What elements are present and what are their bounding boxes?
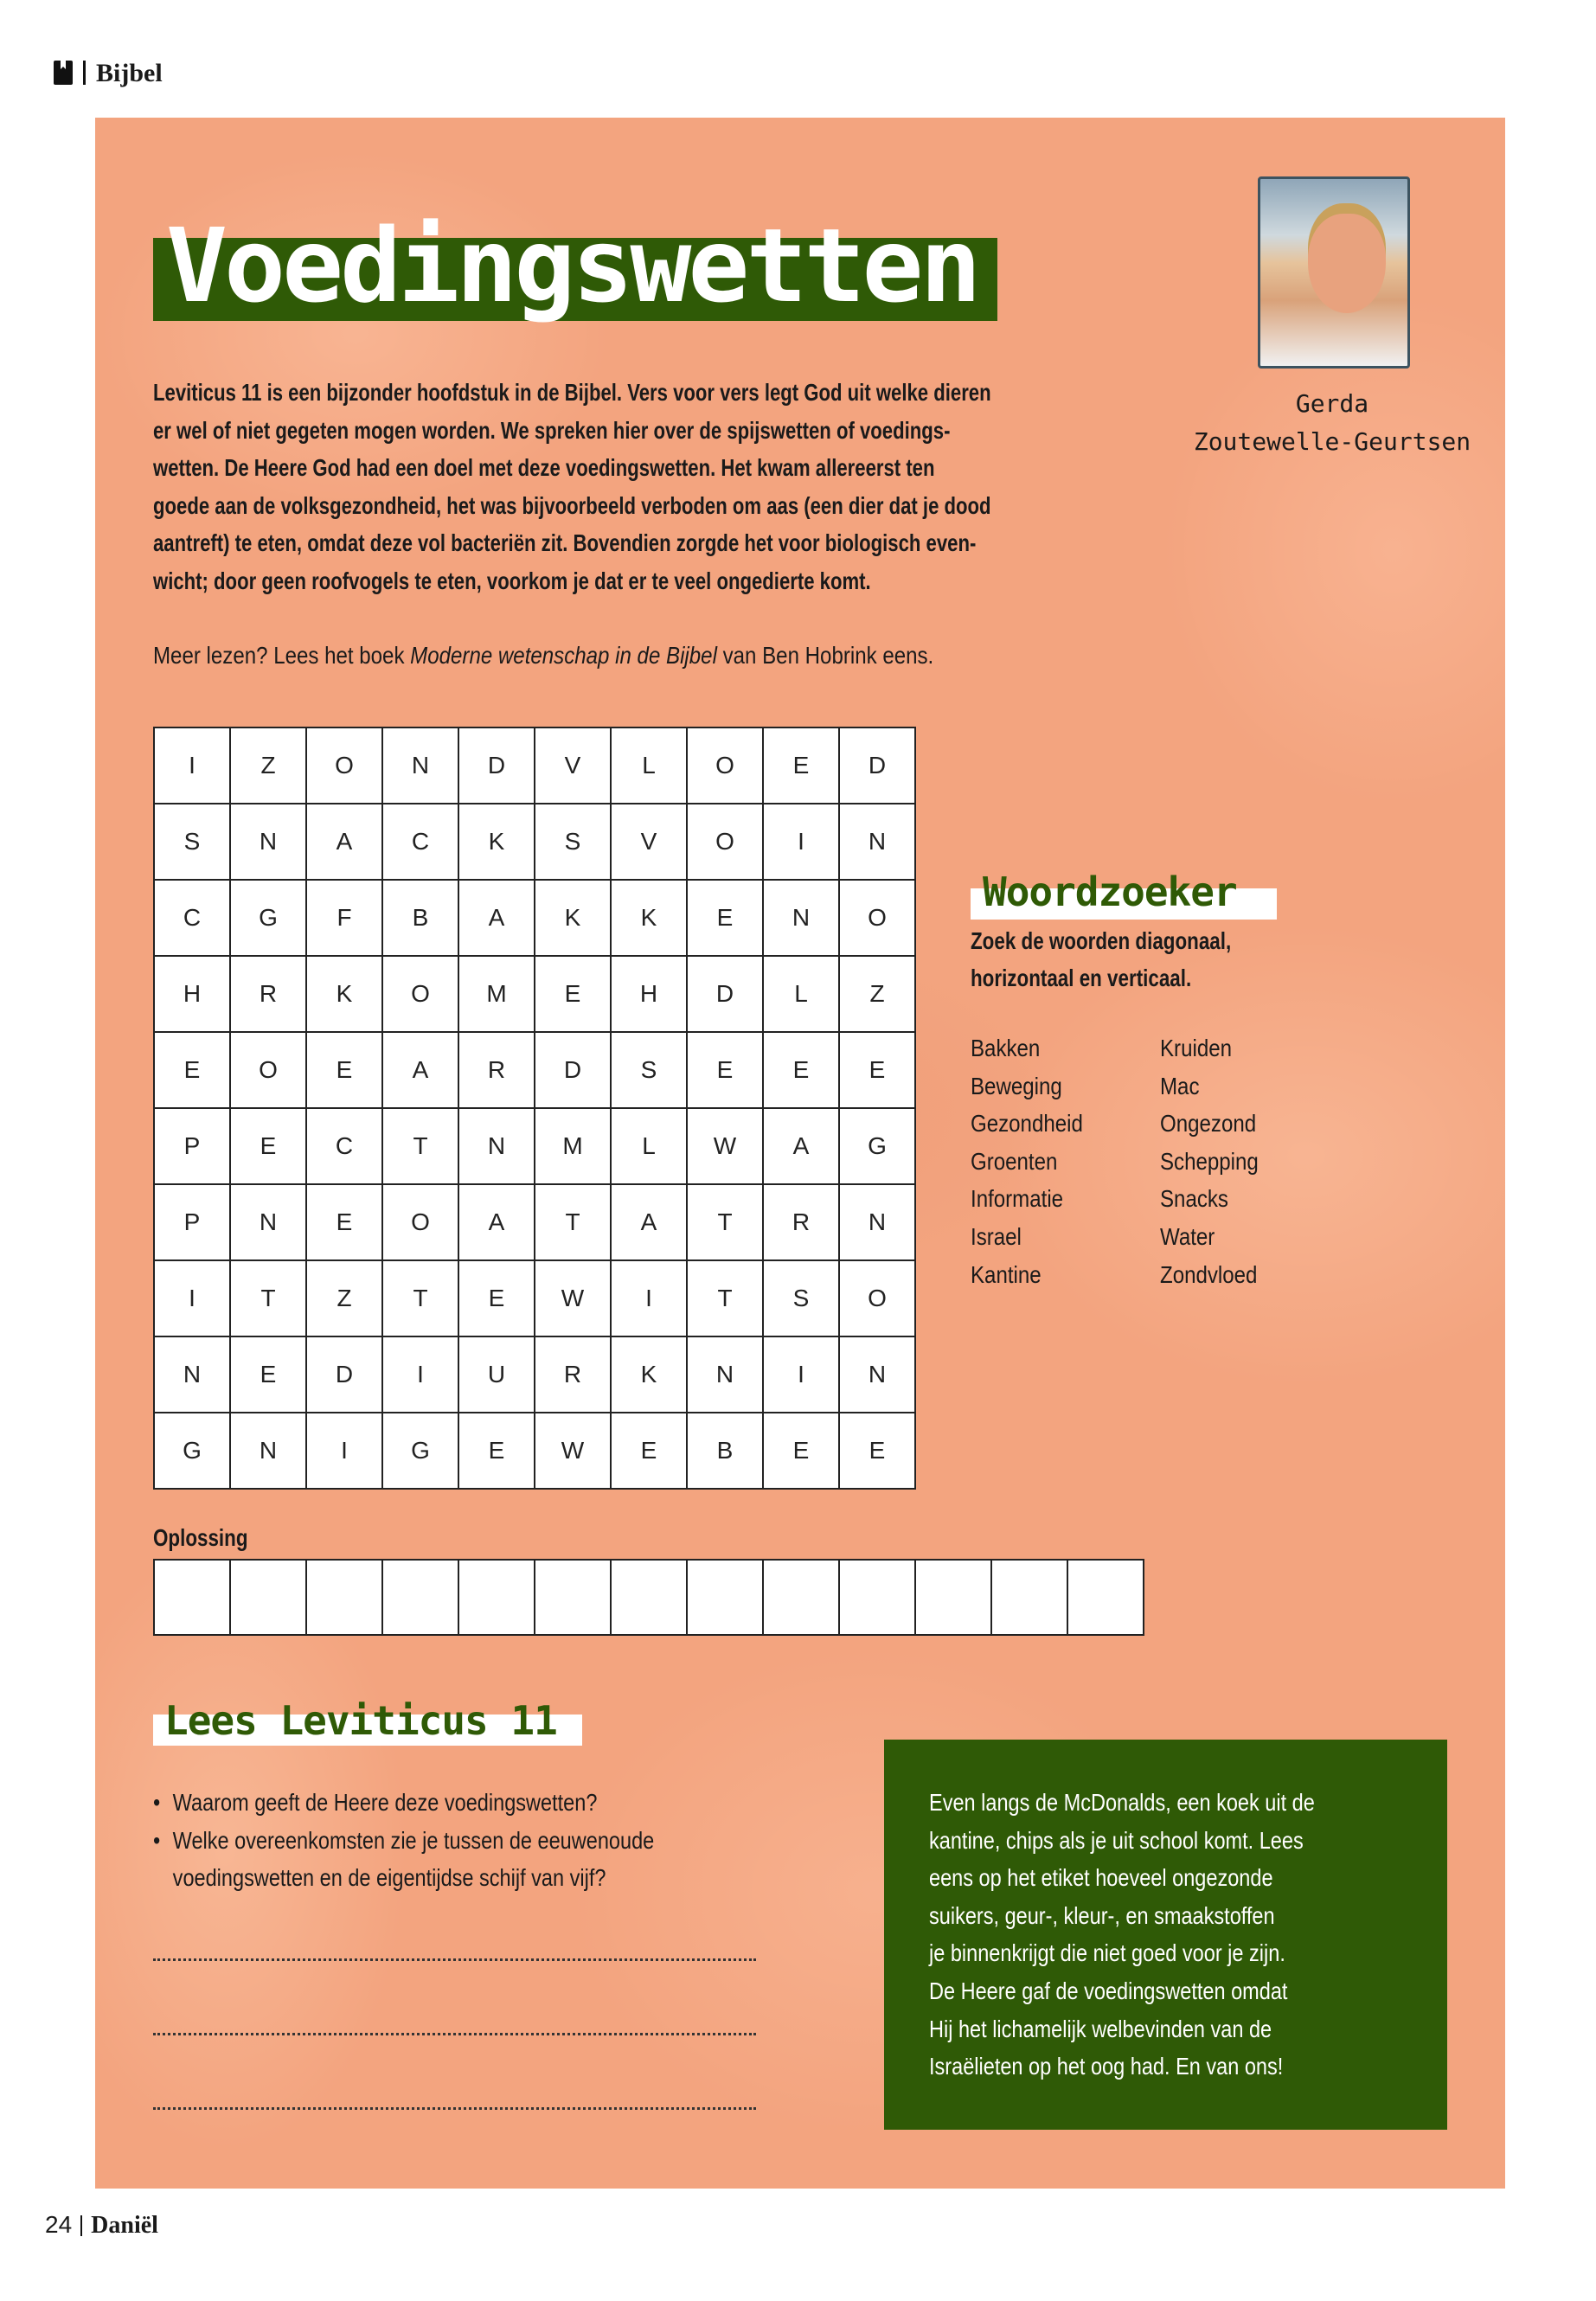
grid-cell[interactable]: L: [763, 956, 839, 1032]
grid-cell[interactable]: A: [382, 1032, 458, 1108]
grid-cell[interactable]: A: [611, 1184, 687, 1260]
grid-cell[interactable]: V: [535, 727, 611, 804]
solution-box[interactable]: [382, 1560, 458, 1635]
grid-row: [154, 880, 915, 956]
grid-cell[interactable]: I: [154, 1260, 230, 1336]
grid-cell[interactable]: A: [458, 880, 535, 956]
grid-cell[interactable]: E: [611, 1413, 687, 1489]
word-item: Informatie: [971, 1185, 1064, 1213]
grid-cell[interactable]: E: [763, 1413, 839, 1489]
grid-cell[interactable]: M: [535, 1108, 611, 1184]
grid-cell[interactable]: N: [230, 1184, 306, 1260]
grid-cell[interactable]: I: [382, 1336, 458, 1413]
grid-cell[interactable]: I: [763, 1336, 839, 1413]
grid-cell[interactable]: W: [687, 1108, 763, 1184]
grid-cell[interactable]: N: [763, 880, 839, 956]
grid-cell[interactable]: T: [230, 1260, 306, 1336]
grid-cell[interactable]: T: [382, 1108, 458, 1184]
grid-cell[interactable]: D: [839, 727, 915, 804]
word-item: Schepping: [1160, 1147, 1259, 1175]
word-list-column-1: [971, 1029, 1083, 1293]
grid-cell[interactable]: C: [154, 880, 230, 956]
grid-cell[interactable]: E: [687, 880, 763, 956]
grid-cell[interactable]: C: [382, 804, 458, 880]
grid-cell[interactable]: E: [535, 956, 611, 1032]
grid-cell[interactable]: N: [458, 1108, 535, 1184]
intro-line: wetten. De Heere God had een doel met deze voedingswetten. Het kwam allereerst ten: [153, 454, 935, 481]
intro-line: er wel of niet gegeten mogen worden. We spreken hier over de spijswetten of voedings-: [153, 416, 951, 444]
grid-cell[interactable]: Z: [839, 956, 915, 1032]
callout-line: je binnenkrijgt die niet goed voor je zijn.: [929, 1939, 1285, 1967]
grid-cell[interactable]: N: [230, 804, 306, 880]
grid-cell[interactable]: I: [154, 727, 230, 804]
grid-row: [154, 804, 915, 880]
grid-cell[interactable]: R: [230, 956, 306, 1032]
grid-cell[interactable]: W: [535, 1413, 611, 1489]
grid-cell[interactable]: K: [306, 956, 382, 1032]
word-item: Israel: [971, 1222, 1022, 1250]
grid-cell[interactable]: B: [382, 880, 458, 956]
grid-cell[interactable]: K: [535, 880, 611, 956]
answer-line[interactable]: [153, 2107, 756, 2110]
solution-label: Oplossing: [153, 1524, 248, 1551]
grid-cell[interactable]: B: [687, 1413, 763, 1489]
grid-cell[interactable]: E: [458, 1260, 535, 1336]
callout-line: Israëlieten op het oog had. En van ons!: [929, 2053, 1284, 2080]
grid-cell[interactable]: I: [306, 1413, 382, 1489]
grid-row: [154, 956, 915, 1032]
grid-cell[interactable]: S: [535, 804, 611, 880]
grid-cell[interactable]: S: [611, 1032, 687, 1108]
callout-line: kantine, chips als je uit school komt. Lees: [929, 1826, 1304, 1854]
grid-cell[interactable]: N: [382, 727, 458, 804]
reading-heading: Lees Leviticus 11: [164, 1697, 557, 1744]
word-search-instructions: [971, 922, 1231, 997]
read-more-prefix: Meer lezen? Lees het boek: [153, 642, 411, 669]
grid-row: [154, 1032, 915, 1108]
grid-row: [154, 1184, 915, 1260]
book-title: Moderne wetenschap in de Bijbel: [410, 642, 717, 669]
grid-cell[interactable]: H: [611, 956, 687, 1032]
answer-line[interactable]: [153, 2033, 756, 2035]
grid-cell[interactable]: C: [306, 1108, 382, 1184]
grid-cell[interactable]: D: [458, 727, 535, 804]
grid-cell[interactable]: O: [839, 1260, 915, 1336]
grid-cell[interactable]: D: [687, 956, 763, 1032]
solution-box[interactable]: [915, 1560, 991, 1635]
grid-cell[interactable]: G: [839, 1108, 915, 1184]
solution-box[interactable]: [991, 1560, 1067, 1635]
question-item: • Welke overeenkomsten zie je tussen de eeuwenoude: [153, 1826, 655, 1854]
word-item: Gezondheid: [971, 1110, 1083, 1138]
word-search-heading: Woordzoeker: [983, 868, 1237, 915]
section-label: Bijbel: [96, 59, 163, 87]
grid-cell[interactable]: E: [306, 1032, 382, 1108]
word-item: Snacks: [1160, 1185, 1228, 1213]
solution-box[interactable]: [230, 1560, 306, 1635]
word-item: Beweging: [971, 1072, 1062, 1099]
grid-cell[interactable]: Z: [230, 727, 306, 804]
grid-cell[interactable]: E: [763, 1032, 839, 1108]
grid-cell[interactable]: A: [763, 1108, 839, 1184]
question-list: [153, 1784, 654, 1897]
grid-cell[interactable]: T: [382, 1260, 458, 1336]
instruction-line: horizontaal en verticaal.: [971, 965, 1192, 991]
grid-cell[interactable]: E: [458, 1413, 535, 1489]
grid-row: [154, 1108, 915, 1184]
grid-cell[interactable]: L: [611, 727, 687, 804]
grid-row: [154, 1260, 915, 1336]
grid-cell[interactable]: O: [687, 727, 763, 804]
grid-cell[interactable]: E: [839, 1413, 915, 1489]
word-item: Kruiden: [1160, 1035, 1233, 1061]
word-list-column-2: [1160, 1029, 1259, 1293]
grid-cell[interactable]: T: [687, 1260, 763, 1336]
grid-cell[interactable]: A: [306, 804, 382, 880]
callout-line: Even langs de McDonalds, een koek uit de: [929, 1789, 1315, 1816]
solution-box[interactable]: [763, 1560, 839, 1635]
grid-cell[interactable]: O: [382, 956, 458, 1032]
solution-boxes: [153, 1559, 1144, 1636]
grid-cell[interactable]: N: [230, 1413, 306, 1489]
grid-cell[interactable]: K: [458, 804, 535, 880]
grid-cell[interactable]: N: [839, 804, 915, 880]
word-item: Water: [1160, 1222, 1215, 1250]
grid-cell[interactable]: O: [230, 1032, 306, 1108]
grid-row: [154, 1336, 915, 1413]
grid-cell[interactable]: F: [306, 880, 382, 956]
callout-line: eens op het etiket hoeveel ongezonde: [929, 1864, 1273, 1892]
grid-cell[interactable]: E: [154, 1032, 230, 1108]
question-item: • Waarom geeft de Heere deze voedingswetten?: [153, 1789, 598, 1816]
intro-line: wicht; door geen roofvogels te eten, voorkom je dat er te veel ongedierte komt.: [153, 567, 871, 594]
grid-cell[interactable]: R: [763, 1184, 839, 1260]
divider: [83, 61, 86, 85]
question-text: Welke overeenkomsten zie je tussen de eeuwenoude: [172, 1826, 655, 1854]
solution-box[interactable]: [535, 1560, 611, 1635]
word-item: Kantine: [971, 1260, 1042, 1288]
grid-cell[interactable]: R: [458, 1032, 535, 1108]
grid-cell[interactable]: N: [687, 1336, 763, 1413]
grid-cell[interactable]: E: [687, 1032, 763, 1108]
grid-cell[interactable]: G: [382, 1413, 458, 1489]
grid-cell[interactable]: D: [306, 1336, 382, 1413]
solution-box[interactable]: [154, 1560, 230, 1635]
grid-cell[interactable]: Z: [306, 1260, 382, 1336]
grid-cell[interactable]: K: [611, 1336, 687, 1413]
solution-box[interactable]: [839, 1560, 915, 1635]
grid-cell[interactable]: V: [611, 804, 687, 880]
grid-cell[interactable]: H: [154, 956, 230, 1032]
read-more-suffix: van Ben Hobrink eens.: [716, 642, 934, 669]
grid-cell[interactable]: E: [230, 1108, 306, 1184]
page-title: Voedingswetten: [166, 206, 978, 325]
instruction-line: Zoek de woorden diagonaal,: [971, 927, 1232, 954]
word-item: Zondvloed: [1160, 1260, 1258, 1288]
word-item: Bakken: [971, 1035, 1041, 1061]
solution-box[interactable]: [611, 1560, 687, 1635]
grid-cell[interactable]: S: [154, 804, 230, 880]
word-search-grid: [153, 727, 916, 1490]
grid-cell[interactable]: E: [230, 1336, 306, 1413]
intro-line: goede aan de volksgezondheid, het was bijvoorbeeld verboden om aas (een dier dat je dood: [153, 491, 991, 519]
grid-cell[interactable]: P: [154, 1108, 230, 1184]
grid-cell[interactable]: U: [458, 1336, 535, 1413]
author-first-name: Gerda: [1295, 389, 1369, 418]
question-text: Waarom geeft de Heere deze voedingswetten?: [172, 1789, 598, 1816]
grid-cell[interactable]: S: [763, 1260, 839, 1336]
solution-box[interactable]: [1067, 1560, 1144, 1635]
intro-text: [153, 374, 991, 599]
page-number: 24: [45, 2211, 73, 2238]
grid-cell[interactable]: K: [611, 880, 687, 956]
grid-cell[interactable]: O: [687, 804, 763, 880]
grid-row: [154, 1413, 915, 1489]
word-item: Groenten: [971, 1147, 1058, 1175]
grid-cell[interactable]: O: [382, 1184, 458, 1260]
grid-cell[interactable]: N: [839, 1184, 915, 1260]
intro-line: Leviticus 11 is een bijzonder hoofdstuk in de Bijbel. Vers voor vers legt God uit welke dieren: [153, 379, 991, 406]
grid-row: [154, 727, 915, 804]
read-more: [153, 640, 933, 671]
grid-cell[interactable]: I: [763, 804, 839, 880]
divider: [80, 2215, 82, 2236]
callout-line: suikers, geur-, kleur-, en smaakstoffen: [929, 1901, 1275, 1929]
book-icon: [54, 61, 73, 85]
grid-cell[interactable]: L: [611, 1108, 687, 1184]
intro-line: aantreft) te eten, omdat deze vol bacteriën zit. Bovendien zorgde het voor biologisch even-: [153, 529, 977, 556]
question-item-continued: [153, 1859, 654, 1897]
grid-cell[interactable]: E: [306, 1184, 382, 1260]
magazine-name: Daniël: [91, 2212, 158, 2239]
author-last-name: Zoutewelle-Geurtsen: [1193, 427, 1471, 456]
word-item: Ongezond: [1160, 1110, 1257, 1138]
grid-cell[interactable]: O: [839, 880, 915, 956]
grid-cell[interactable]: E: [763, 727, 839, 804]
grid-cell[interactable]: N: [154, 1336, 230, 1413]
grid-cell[interactable]: P: [154, 1184, 230, 1260]
solution-box[interactable]: [306, 1560, 382, 1635]
grid-cell[interactable]: G: [154, 1413, 230, 1489]
grid-cell[interactable]: R: [535, 1336, 611, 1413]
grid-cell[interactable]: N: [839, 1336, 915, 1413]
answer-line[interactable]: [153, 1958, 756, 1961]
grid-cell[interactable]: W: [535, 1260, 611, 1336]
grid-cell[interactable]: O: [306, 727, 382, 804]
callout-line: De Heere gaf de voedingswetten omdat: [929, 1977, 1288, 2004]
solution-box[interactable]: [687, 1560, 763, 1635]
grid-cell[interactable]: M: [458, 956, 535, 1032]
callout-text: [929, 1784, 1315, 2086]
word-item: Mac: [1160, 1072, 1200, 1099]
grid-cell[interactable]: I: [611, 1260, 687, 1336]
grid-cell[interactable]: T: [687, 1184, 763, 1260]
solution-box[interactable]: [458, 1560, 535, 1635]
grid-cell[interactable]: G: [230, 880, 306, 956]
grid-cell[interactable]: A: [458, 1184, 535, 1260]
author-photo: [1258, 176, 1410, 369]
grid-cell[interactable]: T: [535, 1184, 611, 1260]
grid-cell[interactable]: E: [839, 1032, 915, 1108]
page-footer: [45, 2211, 158, 2240]
section-header: [54, 59, 163, 88]
callout-line: Hij het lichamelijk welbevinden van de: [929, 2015, 1272, 2042]
grid-cell[interactable]: D: [535, 1032, 611, 1108]
question-text: voedingswetten en de eigentijdse schijf van vijf?: [172, 1864, 606, 1892]
